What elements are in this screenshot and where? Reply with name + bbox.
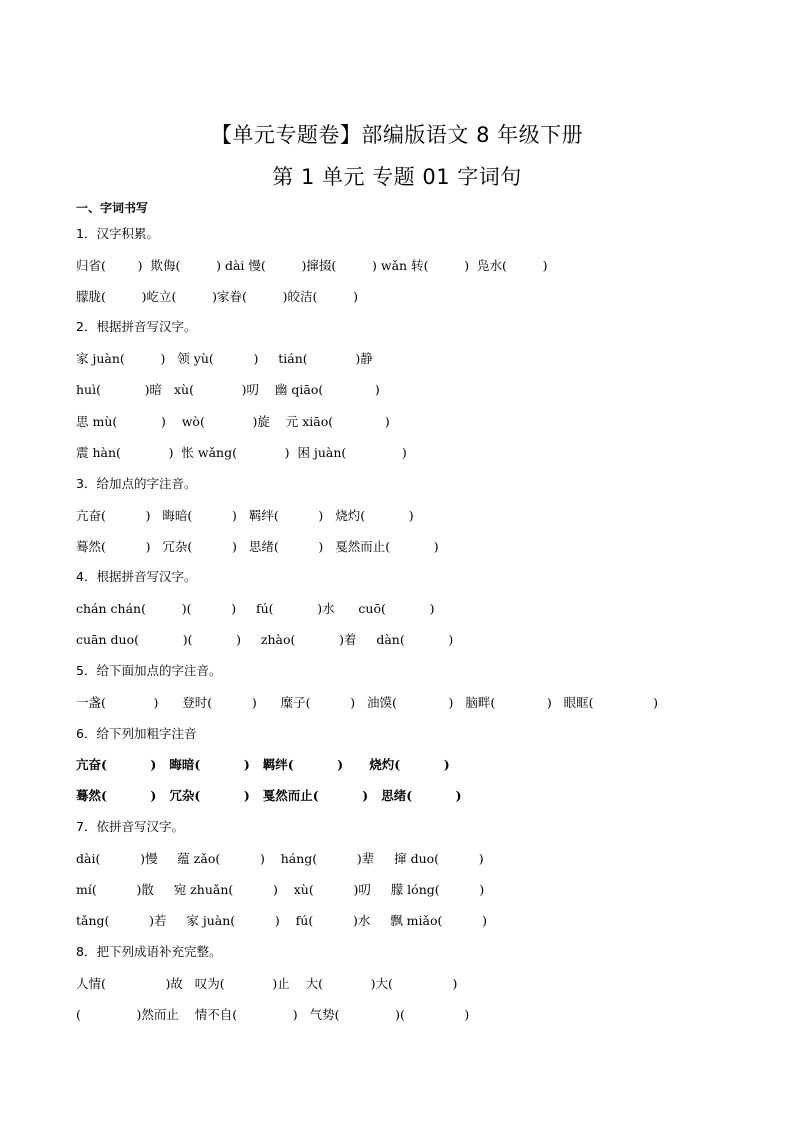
question-prompt: 4．根据拼音写汉字。 [76,569,197,584]
question-line: 蓦然( ) 冗杂( ) 思绪( ) 戛然而止( ) [76,539,439,554]
document-title: 【单元专题卷】部编版语文 8 年级下册 [210,123,584,147]
question-line: 归省( ) 欺侮( ) dài 慢( )撺掇( ) wǎn 转( ) 凫水( ) [76,258,548,273]
document-subtitle: 第 1 单元 专题 01 字词句 [272,165,522,189]
question-prompt: 5．给下面加点的字注音。 [76,663,222,678]
question-line: tǎng( )若 家 juàn( ) fú( )水 飘 miǎo( ) [76,913,487,928]
question-line: 人情( )故 叹为( )止 大( )大( ) [76,976,458,991]
question-line: 朦胧( )屹立( )家眷( )皎洁( ) [76,289,359,304]
question-line: huì( )暗 xù( )叨 幽 qiāo( ) [76,382,380,397]
question-line: mí( )散 宛 zhuǎn( ) xù( )叨 朦 lóng( ) [76,882,485,897]
question-line: 亢奋( ) 晦暗( ) 羁绊( ) 烧灼( ) [76,757,450,772]
question-line: 家 juàn( ) 领 yù( ) tián( )静 [76,351,373,366]
question-line: dài( )慢 蕴 zǎo( ) háng( )辈 撺 duo( ) [76,851,484,866]
question-prompt: 2．根据拼音写汉字。 [76,319,197,334]
question-line: 蓦然( ) 冗杂( ) 戛然而止( ) 思绪( ) [76,788,462,803]
question-prompt: 1．汉字积累。 [76,226,159,241]
section-heading: 一、字词书写 [76,201,149,215]
question-line: 震 hàn( ) 怅 wǎng( ) 困 juàn( ) [76,445,407,460]
question-line: 亢奋( ) 晦暗( ) 羁绊( ) 烧灼( ) [76,508,414,523]
question-prompt: 3．给加点的字注音。 [76,476,197,491]
question-line: 思 mù( ) wò( )旋 元 xiāo( ) [76,414,390,429]
question-line: cuān duo( )( ) zhào( )着 dàn( ) [76,632,454,647]
question-line: ( )然而止 情不自( ) 气势( )( ) [76,1007,470,1022]
question-prompt: 7．依拼音写汉字。 [76,819,184,834]
question-prompt: 8．把下列成语补充完整。 [76,944,222,959]
question-line: chán chán( )( ) fú( )水 cuō( ) [76,601,435,616]
question-line: 一盏( ) 登时( ) 糜子( ) 油馍( ) 脑畔( ) 眼眶( ) [76,695,659,710]
question-prompt: 6．给下列加粗字注音 [76,726,197,741]
